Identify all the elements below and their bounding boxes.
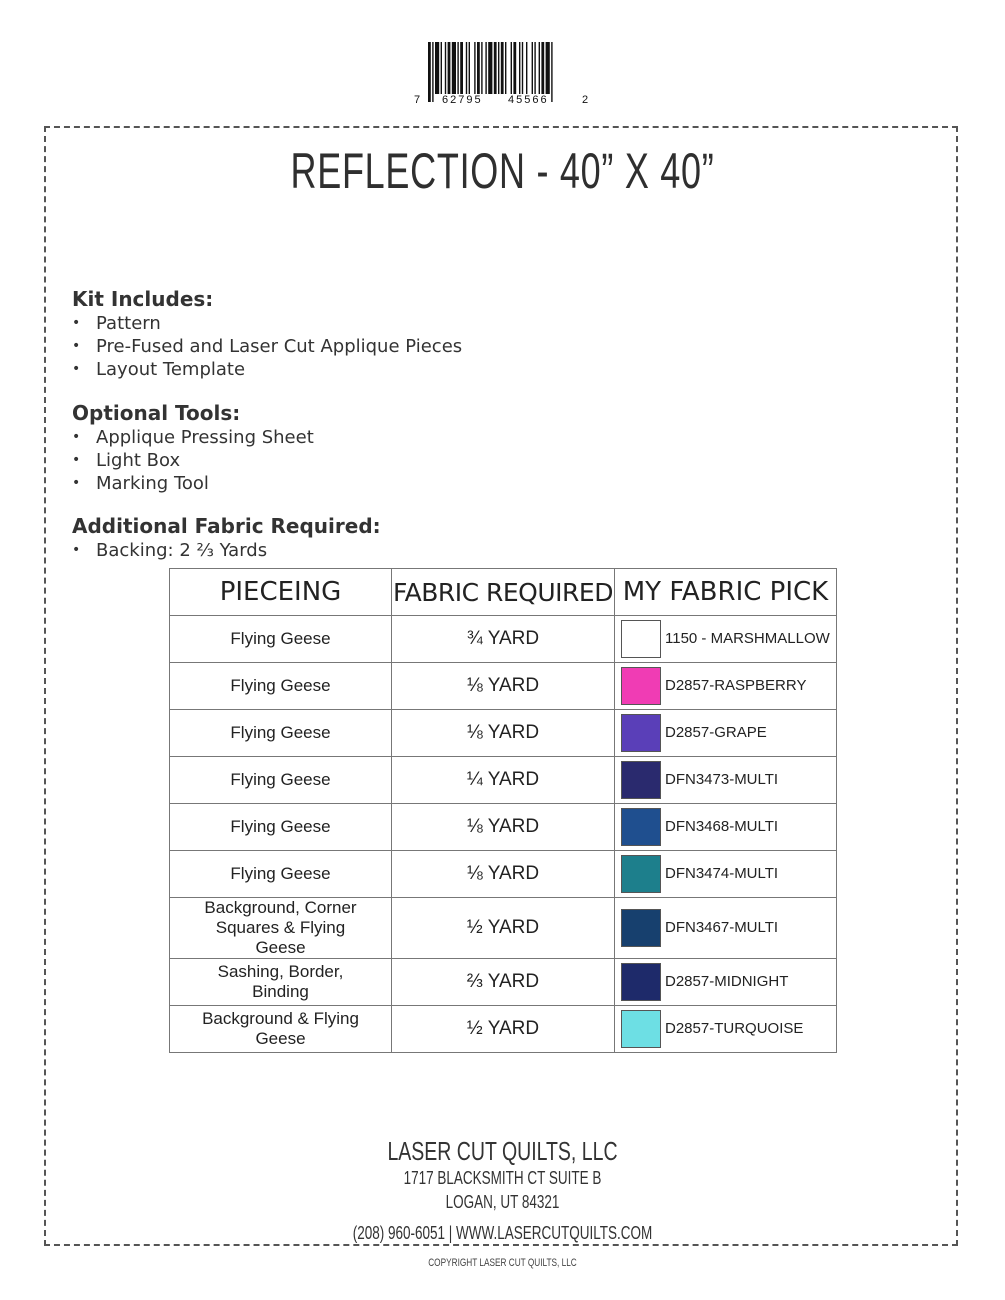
- fabric-required-cell: ½ YARD: [392, 1006, 615, 1053]
- fabric-swatch: [621, 714, 661, 752]
- kit-includes-heading: Kit Includes:: [72, 287, 214, 311]
- contact-line: (208) 960-6051 | WWW.LASERCUTQUILTS.COM: [352, 1223, 653, 1243]
- address-line-1: 1717 BLACKSMITH CT SUITE B: [403, 1168, 602, 1188]
- fabric-pick-cell: [615, 1006, 837, 1053]
- barcode-bar: [457, 42, 458, 94]
- fabric-swatch: [621, 855, 661, 893]
- piecing-cell: Flying Geese: [170, 710, 392, 757]
- barcode-bar: [526, 42, 527, 94]
- fabric-pick-cell: [615, 757, 837, 804]
- fabric-pick-wrap: [615, 1010, 836, 1048]
- fabric-required-cell: ½ YARD: [392, 898, 615, 959]
- table-row: [170, 959, 837, 1006]
- table-row: [170, 1006, 837, 1053]
- barcode-digits-left: 62795: [442, 94, 483, 106]
- fabric-pick-label: DFN3467-MULTI: [665, 919, 779, 936]
- fabric-pick-cell: [615, 710, 837, 757]
- header-pieceing: PIECEING: [170, 569, 392, 616]
- table-row: [170, 851, 837, 898]
- footer: [0, 1136, 1005, 1248]
- barcode-bar: [522, 42, 523, 94]
- barcode-bar: [539, 42, 540, 94]
- piecing-cell: Sashing, Border, Binding: [170, 959, 392, 1006]
- barcode-bar: [432, 42, 433, 102]
- barcode-bar: [488, 42, 492, 94]
- barcode-bar: [485, 42, 486, 94]
- barcode-bar: [534, 42, 535, 94]
- piecing-cell: Background & Flying Geese: [170, 1006, 392, 1053]
- barcode-bar: [532, 42, 533, 94]
- barcode-bar: [428, 42, 431, 102]
- fabric-swatch: [621, 963, 661, 1001]
- fabric-required-cell: ¾ YARD: [392, 616, 615, 663]
- fabric-swatch: [621, 1010, 661, 1048]
- fabric-pick-cell: [615, 851, 837, 898]
- fabric-pick-wrap: [615, 963, 836, 1001]
- fabric-required-cell: ¼ YARD: [392, 757, 615, 804]
- list-item: • Pattern: [72, 312, 462, 335]
- table-header-row: [170, 569, 837, 616]
- barcode-bar: [460, 42, 463, 94]
- table-row: [170, 898, 837, 959]
- barcode-digit-check: 2: [582, 94, 589, 106]
- barcode: [412, 40, 590, 106]
- fabric-pick-label: DFN3473-MULTI: [665, 771, 779, 788]
- fabric-pick-label: DFN3474-MULTI: [665, 865, 779, 882]
- fabric-table: [169, 568, 837, 1053]
- fabric-pick-cell: [615, 663, 837, 710]
- barcode-bar: [546, 42, 550, 94]
- barcode-bar: [469, 42, 470, 94]
- list-item: • Light Box: [72, 449, 314, 472]
- fabric-required-cell: ⅛ YARD: [392, 851, 615, 898]
- barcode-bar: [452, 42, 456, 94]
- fabric-pick-wrap: [615, 620, 836, 658]
- kit-includes-section: [72, 286, 462, 381]
- table-row: [170, 710, 837, 757]
- piecing-cell: Flying Geese: [170, 757, 392, 804]
- company-name: LASER CUT QUILTS, LLC: [387, 1136, 618, 1166]
- barcode-bar: [445, 42, 446, 94]
- header-my-fabric-pick: MY FABRIC PICK: [615, 569, 837, 616]
- table-row: [170, 663, 837, 710]
- fabric-swatch: [621, 620, 661, 658]
- fabric-pick-label: 1150 - MARSHMALLOW: [665, 630, 830, 647]
- fabric-pick-wrap: [615, 667, 836, 705]
- barcode-bar: [494, 42, 497, 94]
- additional-fabric-section: [72, 513, 381, 562]
- barcode-digit-lead: 7: [414, 94, 421, 106]
- fabric-pick-wrap: [615, 714, 836, 752]
- fabric-required-cell: ⅛ YARD: [392, 804, 615, 851]
- fabric-pick-label: D2857-RASPBERRY: [665, 677, 807, 694]
- fabric-swatch: [621, 761, 661, 799]
- additional-fabric-heading: Additional Fabric Required:: [72, 514, 381, 538]
- barcode-bar: [519, 42, 520, 94]
- fabric-pick-wrap: [615, 761, 836, 799]
- copyright: COPYRIGHT LASER CUT QUILTS, LLC: [428, 1257, 577, 1269]
- barcode-bar: [505, 42, 506, 94]
- barcode-bar: [477, 42, 480, 94]
- barcode-bar: [474, 42, 475, 94]
- barcode-bar: [551, 42, 552, 102]
- additional-fabric-list: [72, 539, 381, 562]
- fabric-swatch: [621, 808, 661, 846]
- optional-tools-list: [72, 426, 314, 495]
- list-item: • Marking Tool: [72, 472, 314, 495]
- list-item: • Applique Pressing Sheet: [72, 426, 314, 449]
- barcode-digits-right: 45566: [508, 94, 549, 106]
- optional-tools-heading: Optional Tools:: [72, 401, 241, 425]
- list-item: • Pre-Fused and Laser Cut Applique Pieces: [72, 335, 462, 358]
- fabric-pick-label: D2857-GRAPE: [665, 724, 767, 741]
- optional-tools-section: [72, 400, 314, 495]
- fabric-pick-cell: [615, 804, 837, 851]
- fabric-swatch: [621, 667, 661, 705]
- piecing-cell: Flying Geese: [170, 851, 392, 898]
- table-row: [170, 757, 837, 804]
- piecing-cell: Flying Geese: [170, 804, 392, 851]
- barcode-bar: [435, 42, 439, 94]
- kit-includes-list: [72, 312, 462, 381]
- fabric-required-cell: ⅛ YARD: [392, 710, 615, 757]
- fabric-pick-wrap: [615, 909, 836, 947]
- list-item: • Backing: 2 ⅔ Yards: [72, 539, 381, 562]
- list-item: • Layout Template: [72, 358, 462, 381]
- barcode-bar: [441, 42, 442, 94]
- fabric-swatch: [621, 909, 661, 947]
- barcode-bar: [498, 42, 499, 94]
- fabric-pick-wrap: [615, 808, 836, 846]
- barcode-bar: [501, 42, 504, 94]
- fabric-pick-label: D2857-MIDNIGHT: [665, 973, 789, 990]
- fabric-pick-label: DFN3468-MULTI: [665, 818, 779, 835]
- page-title: REFLECTION - 40” X 40”: [290, 143, 715, 199]
- piecing-cell: Flying Geese: [170, 616, 392, 663]
- barcode-bar: [513, 42, 516, 94]
- fabric-pick-label: D2857-TURQUOISE: [665, 1020, 804, 1037]
- fabric-pick-wrap: [615, 855, 836, 893]
- piecing-cell: Background, Corner Squares & Flying Geese: [170, 898, 392, 959]
- barcode-bar: [541, 42, 544, 94]
- table-row: [170, 804, 837, 851]
- piecing-cell: Flying Geese: [170, 663, 392, 710]
- header-fabric-required: FABRIC REQUIRED: [392, 569, 615, 616]
- fabric-required-cell: ⅛ YARD: [392, 663, 615, 710]
- fabric-pick-cell: [615, 898, 837, 959]
- barcode-bar: [466, 42, 467, 94]
- barcode-bar: [448, 42, 451, 94]
- table-row: [170, 616, 837, 663]
- barcode-bar: [511, 42, 512, 94]
- address-line-2: LOGAN, UT 84321: [445, 1192, 560, 1212]
- fabric-pick-cell: [615, 616, 837, 663]
- fabric-pick-cell: [615, 959, 837, 1006]
- fabric-required-cell: ⅔ YARD: [392, 959, 615, 1006]
- barcode-bar: [481, 42, 482, 94]
